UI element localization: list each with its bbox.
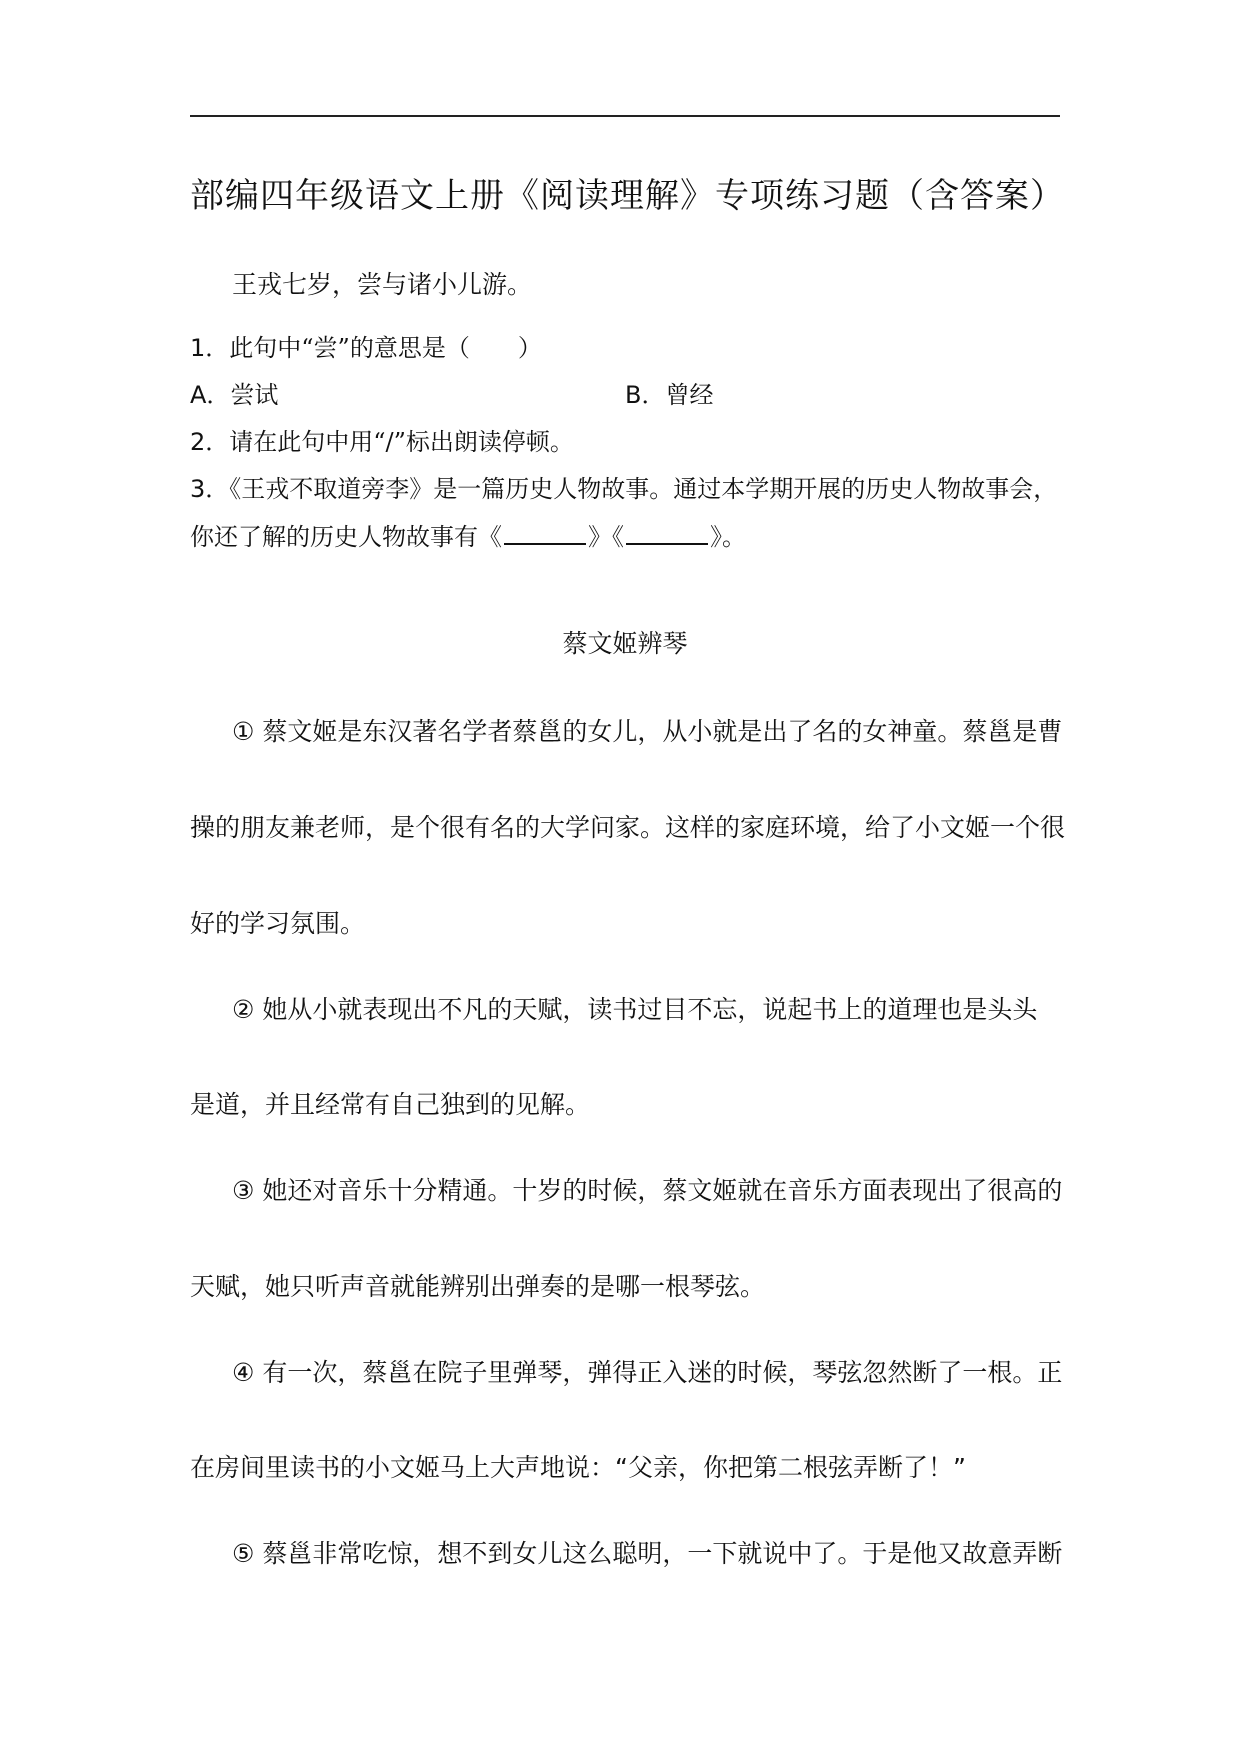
- answer-blank-1[interactable]: [504, 541, 586, 545]
- header-rule: [190, 115, 1060, 117]
- story-title: 蔡文姬辨琴: [562, 629, 688, 658]
- question-1: [190, 328, 542, 363]
- question-3-text: 《王戎不取道旁李》是一篇历史人物故事。通过本学期开展的历史人物故事会，: [229, 475, 1058, 503]
- story-line: ⑤ 蔡邕非常吃惊，想不到女儿这么聪明，一下就说中了。于是他又故意弄断: [232, 1539, 1063, 1568]
- answer-blank-2[interactable]: [626, 541, 708, 545]
- intro-sentence: 王戎七岁，尝与诸小儿游。: [232, 270, 533, 299]
- question-3-prefix: 你还了解的历史人物故事有《: [190, 523, 502, 551]
- option-a-letter: A．: [190, 381, 231, 409]
- story-line: ② 她从小就表现出不凡的天赋，读书过目不忘，说起书上的道理也是头头: [232, 995, 1038, 1024]
- option-a-text: 尝试: [230, 381, 279, 409]
- question-2: [190, 422, 574, 457]
- story-line: 操的朋友兼老师，是个很有名的大学问家。这样的家庭环境，给了小文姬一个很: [190, 813, 1066, 842]
- option-b-text: 曾经: [665, 381, 714, 409]
- question-1-number: 1．: [190, 334, 230, 362]
- story-line: 是道，并且经常有自己独到的见解。: [190, 1090, 591, 1119]
- question-2-number: 2．: [190, 428, 230, 456]
- story-line: ④ 有一次，蔡邕在院子里弹琴，弹得正入迷的时候，琴弦忽然断了一根。正: [232, 1358, 1063, 1387]
- story-line: 好的学习氛围。: [190, 909, 366, 938]
- story-line: ③ 她还对音乐十分精通。十岁的时候，蔡文姬就在音乐方面表现出了很高的: [232, 1176, 1063, 1205]
- question-1-option-a: [190, 375, 278, 410]
- story-line: 天赋，她只听声音就能辨别出弹奏的是哪一根琴弦。: [190, 1272, 766, 1301]
- story-line: 在房间里读书的小文姬马上大声地说：“父亲，你把第二根弦弄断了！”: [190, 1453, 966, 1482]
- question-3-mid: 》《: [588, 523, 624, 551]
- question-1-text: 此句中“尝”的意思是（ ）: [229, 334, 542, 362]
- question-3-line-1: [190, 469, 1057, 504]
- question-1-option-b: [625, 375, 713, 410]
- question-2-text: 请在此句中用“/”标出朗读停顿。: [229, 428, 574, 456]
- story-line: ① 蔡文姬是东汉著名学者蔡邕的女儿，从小就是出了名的女神童。蔡邕是曹: [232, 717, 1063, 746]
- question-3-number: 3．: [190, 475, 230, 503]
- question-3-suffix: 》。: [710, 523, 746, 551]
- question-3-line-2: [190, 517, 746, 552]
- document-title: 部编四年级语文上册《阅读理解》专项练习题（含答案）: [190, 176, 1065, 216]
- option-b-letter: B．: [625, 381, 666, 409]
